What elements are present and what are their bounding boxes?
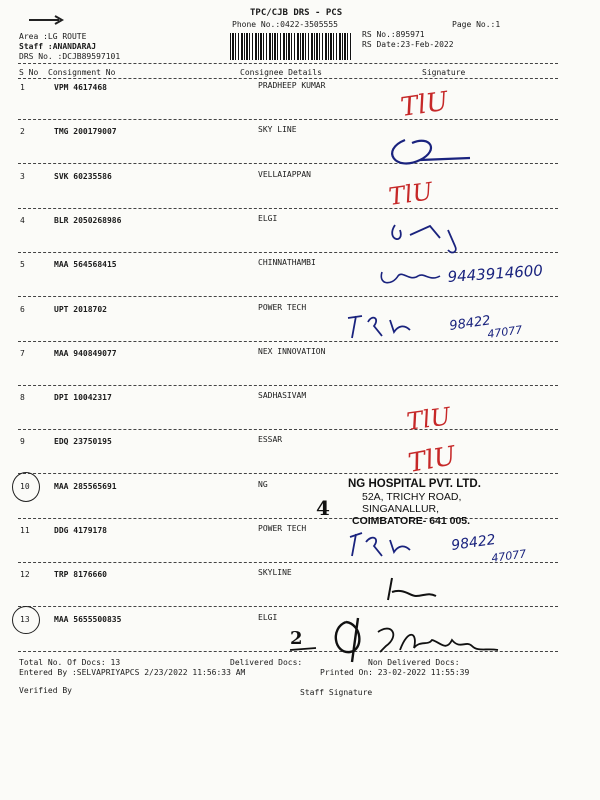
row-consignment-number: BLR 2050268986: [54, 216, 122, 225]
row-consignment-number: MAA 285565691: [54, 482, 117, 491]
tlu-mark-row1: TlU: [398, 86, 451, 123]
column-header-consignee: Consignee Details: [240, 68, 322, 77]
handwritten-phone-row6a: 98422: [448, 313, 492, 334]
row-serial-number: 5: [20, 260, 25, 269]
row-serial-number: 11: [20, 526, 30, 535]
column-header-consignment: Consignment No: [48, 68, 116, 77]
circle-mark-row13: [12, 606, 40, 634]
circle-mark-row10: [12, 472, 40, 502]
printed-on: Printed On: 23-02-2022 11:55:39: [320, 668, 470, 677]
document-title: TPC/CJB DRS - PCS: [250, 8, 343, 18]
row-consignment-number: DPI 10042317: [54, 393, 112, 402]
row-consignee-name: NEX INNOVATION: [258, 347, 326, 356]
row-consignee-name: ELGI: [258, 613, 278, 622]
row-consignee-name: NG: [258, 480, 268, 489]
page-number: Page No.:1: [452, 20, 501, 29]
row-serial-number: 2: [20, 127, 25, 136]
row-serial-number: 8: [20, 393, 25, 402]
tlu-mark-row3: TlU: [386, 177, 435, 211]
drs-number: DRS No. :DCJB89597101: [19, 52, 121, 61]
row-serial-number: 7: [20, 349, 25, 358]
rs-number: RS No.:895971: [362, 30, 425, 39]
total-docs: Total No. Of Docs: 13: [19, 658, 121, 667]
handwritten-phone-row11a: 98422: [450, 531, 497, 554]
handwritten-mark-2: 2: [290, 628, 303, 649]
row-consignment-number: MAA 940849077: [54, 349, 117, 358]
verified-by-label: Verified By: [19, 686, 72, 695]
row-consignment-number: MAA 564568415: [54, 260, 117, 269]
stamp-line-1: NG HOSPITAL PVT. LTD.: [348, 478, 481, 490]
row-consignee-name: POWER TECH: [258, 303, 307, 312]
row-consignment-number: VPM 4617468: [54, 83, 107, 92]
phone-number: Phone No.:0422-3505555: [232, 20, 338, 29]
tlu-mark-row8: TlU: [404, 402, 453, 436]
row-serial-number: 3: [20, 172, 25, 181]
entered-by: Entered By :SELVAPRIYAPCS 2/23/2022 11:56:33 AM: [19, 668, 246, 677]
staff-label: Staff :ANANDARAJ: [19, 42, 97, 51]
row-serial-number: 4: [20, 216, 25, 225]
row-consignee-name: VELLAIAPPAN: [258, 170, 311, 179]
row-serial-number: 6: [20, 305, 25, 314]
rs-date: RS Date:23-Feb-2022: [362, 40, 454, 49]
row-consignee-name: ELGI: [258, 214, 278, 223]
staff-signature-label: Staff Signature: [300, 688, 373, 697]
stamp-line-2: 52A, TRICHY ROAD,: [362, 491, 462, 503]
row-consignee-name: SADHASIVAM: [258, 391, 307, 400]
row-serial-number: 13: [20, 615, 30, 624]
row-consignment-number: TRP 8176660: [54, 570, 107, 579]
row-serial-number: 10: [20, 482, 30, 491]
row-serial-number: 1: [20, 83, 25, 92]
row-consignee-name: ESSAR: [258, 435, 283, 444]
row-consignee-name: POWER TECH: [258, 524, 307, 533]
handwritten-mark-4: 4: [316, 496, 330, 520]
stamp-line-4: COIMBATORE- 641 005.: [352, 515, 471, 527]
non-delivered-docs-label: Non Delivered Docs:: [368, 658, 460, 667]
handwritten-phone-row6b: 47077: [486, 323, 524, 341]
row-consignment-number: EDQ 23750195: [54, 437, 112, 446]
delivered-docs-label: Delivered Docs:: [230, 658, 303, 667]
stamp-line-3: SINGANALLUR,: [362, 503, 440, 515]
row-consignee-name: CHINNATHAMBI: [258, 258, 316, 267]
row-consignment-number: TMG 200179007: [54, 127, 117, 136]
row-consignment-number: SVK 60235586: [54, 172, 112, 181]
area-label: Area :LG ROUTE: [19, 32, 87, 41]
row-consignment-number: DDG 4179178: [54, 526, 107, 535]
row-serial-number: 12: [20, 570, 30, 579]
column-header-sno: S No: [19, 68, 39, 77]
column-header-signature: Signature: [422, 68, 466, 77]
row-consignee-name: SKY LINE: [258, 125, 297, 134]
handwritten-phone-row11b: 47077: [490, 547, 528, 565]
row-serial-number: 9: [20, 437, 25, 446]
tlu-mark-row9: TlU: [406, 441, 459, 479]
row-consignee-name: SKYLINE: [258, 568, 292, 577]
row-consignment-number: MAA 5655500835: [54, 615, 122, 624]
row-consignment-number: UPT 2018702: [54, 305, 107, 314]
row-consignee-name: PRADHEEP KUMAR: [258, 81, 326, 90]
handwritten-phone-row5: 9443914600: [447, 261, 544, 286]
